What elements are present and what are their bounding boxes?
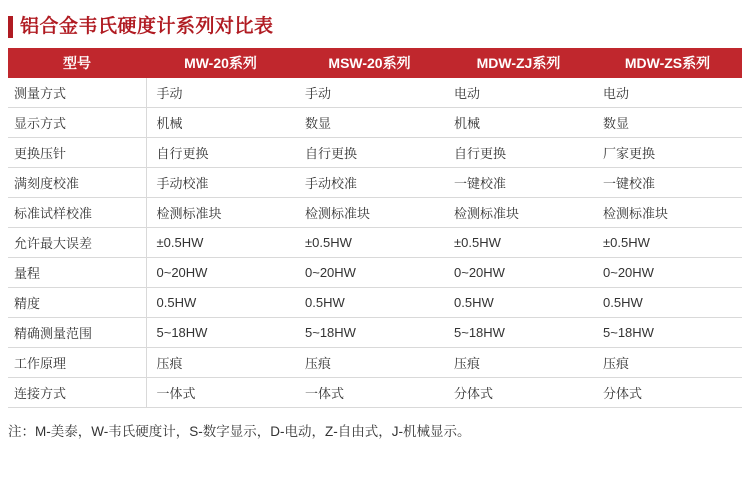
table-header-row bbox=[8, 48, 742, 78]
row-value: 数显 bbox=[593, 108, 742, 138]
table-row bbox=[8, 138, 742, 168]
row-value: 一键校准 bbox=[444, 168, 593, 198]
row-value: ±0.5HW bbox=[593, 228, 742, 258]
row-value: 0~20HW bbox=[295, 258, 444, 288]
row-value: 数显 bbox=[295, 108, 444, 138]
page-title-block bbox=[0, 0, 750, 48]
row-value: 5~18HW bbox=[295, 318, 444, 348]
row-value: 分体式 bbox=[444, 378, 593, 408]
table-row bbox=[8, 78, 742, 108]
row-value: 厂家更换 bbox=[593, 138, 742, 168]
row-label: 工作原理 bbox=[8, 348, 146, 378]
row-value: 手动 bbox=[295, 78, 444, 108]
row-value: 自行更换 bbox=[444, 138, 593, 168]
row-value: 检测标准块 bbox=[593, 198, 742, 228]
row-value: ±0.5HW bbox=[444, 228, 593, 258]
row-value: ±0.5HW bbox=[146, 228, 295, 258]
table-row bbox=[8, 378, 742, 408]
row-value: 0.5HW bbox=[295, 288, 444, 318]
row-value: 0.5HW bbox=[593, 288, 742, 318]
row-value: 手动校准 bbox=[295, 168, 444, 198]
row-value: 电动 bbox=[444, 78, 593, 108]
row-value: 0.5HW bbox=[146, 288, 295, 318]
row-label: 更换压针 bbox=[8, 138, 146, 168]
row-value: 压痕 bbox=[295, 348, 444, 378]
table-header-cell-mw20: MW-20系列 bbox=[146, 48, 295, 78]
row-label: 测量方式 bbox=[8, 78, 146, 108]
row-value: 一体式 bbox=[146, 378, 295, 408]
table-header-cell-model: 型号 bbox=[8, 48, 146, 78]
row-value: 压痕 bbox=[444, 348, 593, 378]
row-label: 精度 bbox=[8, 288, 146, 318]
row-value: 检测标准块 bbox=[444, 198, 593, 228]
row-value: 一体式 bbox=[295, 378, 444, 408]
row-value: 自行更换 bbox=[146, 138, 295, 168]
row-label: 精确测量范围 bbox=[8, 318, 146, 348]
row-value: 分体式 bbox=[593, 378, 742, 408]
row-value: 手动校准 bbox=[146, 168, 295, 198]
row-value: 手动 bbox=[146, 78, 295, 108]
row-value: 5~18HW bbox=[146, 318, 295, 348]
table-row bbox=[8, 288, 742, 318]
row-value: 5~18HW bbox=[444, 318, 593, 348]
row-value: 5~18HW bbox=[593, 318, 742, 348]
row-label: 满刻度校准 bbox=[8, 168, 146, 198]
table-row bbox=[8, 348, 742, 378]
row-value: 0~20HW bbox=[593, 258, 742, 288]
table-row bbox=[8, 318, 742, 348]
table-header-cell-mdwzs: MDW-ZS系列 bbox=[593, 48, 742, 78]
table-row bbox=[8, 198, 742, 228]
row-value: 机械 bbox=[146, 108, 295, 138]
table-row bbox=[8, 108, 742, 138]
title-accent-bar bbox=[8, 16, 13, 38]
row-label: 连接方式 bbox=[8, 378, 146, 408]
table-row bbox=[8, 258, 742, 288]
row-value: 0~20HW bbox=[444, 258, 593, 288]
footnote: 注：M-美泰，W-韦氏硬度计，S-数字显示，D-电动，Z-自由式，J-机械显示。 bbox=[8, 424, 471, 439]
row-value: 一键校准 bbox=[593, 168, 742, 198]
table-header bbox=[8, 48, 742, 78]
table-row bbox=[8, 228, 742, 258]
row-value: 0~20HW bbox=[146, 258, 295, 288]
table-header-cell-msw20: MSW-20系列 bbox=[295, 48, 444, 78]
row-value: 电动 bbox=[593, 78, 742, 108]
title-bar bbox=[8, 16, 750, 38]
row-value: 机械 bbox=[444, 108, 593, 138]
table-row bbox=[8, 168, 742, 198]
table-header-cell-mdwzj: MDW-ZJ系列 bbox=[444, 48, 593, 78]
row-value: 检测标准块 bbox=[295, 198, 444, 228]
row-value: ±0.5HW bbox=[295, 228, 444, 258]
row-value: 压痕 bbox=[146, 348, 295, 378]
page-title: 铝合金韦氏硬度计系列对比表 bbox=[20, 16, 274, 37]
row-value: 压痕 bbox=[593, 348, 742, 378]
row-value: 检测标准块 bbox=[146, 198, 295, 228]
table-body bbox=[8, 78, 742, 408]
row-label: 显示方式 bbox=[8, 108, 146, 138]
row-label: 量程 bbox=[8, 258, 146, 288]
row-label: 允许最大误差 bbox=[8, 228, 146, 258]
comparison-table bbox=[8, 48, 742, 408]
row-value: 0.5HW bbox=[444, 288, 593, 318]
row-label: 标准试样校准 bbox=[8, 198, 146, 228]
row-value: 自行更换 bbox=[295, 138, 444, 168]
